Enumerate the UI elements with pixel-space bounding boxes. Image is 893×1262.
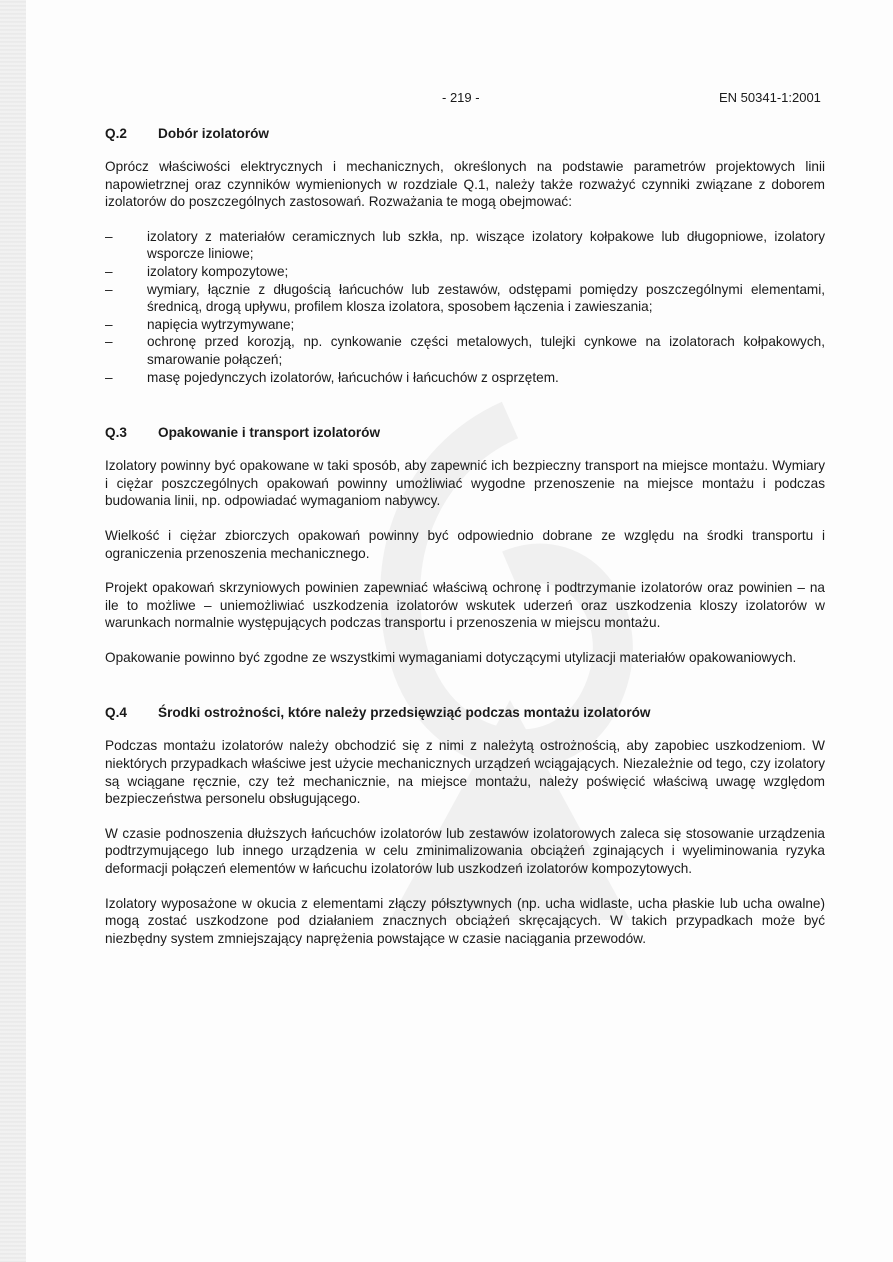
section-number: Q.2 (105, 126, 127, 141)
section-number: Q.4 (105, 705, 127, 721)
paragraph: Oprócz właściwości elektrycznych i mechanicznych, określonych na podstawie parametrów projektowych linii napowietrznej oraz czynników wymienionych w rozdziale Q.1, należy także rozważyć czynniki związane z doborem izolatorów do poszczególnych zastosowań. Rozważania te mogą obejmować: (105, 159, 825, 210)
section-title: Środki ostrożności, które należy przedsięwziąć podczas montażu izolatorów (158, 705, 651, 721)
scan-edge (0, 0, 26, 1262)
document-body (105, 124, 825, 947)
section-title: Dobór izolatorów (158, 126, 270, 141)
section-heading-q2 (105, 124, 825, 144)
document-id: EN 50341-1:2001 (719, 90, 821, 105)
page-number: - 219 - (442, 90, 480, 105)
bullet-list (105, 228, 825, 386)
paragraph: Izolatory wyposażone w okucia z elementami złączy półsztywnych (np. ucha widlaste, ucha płaskie lub ucha owalne) mogą zostać uszkodzone pod działaniem znacznych obciążeń skręcających. W takich przypadkach może być niezbędny system zmniejszający naprężenia powstające w czasie naciągania przewodów. (105, 895, 825, 946)
paragraph: Podczas montażu izolatorów należy obchodzić się z nimi z należytą ostrożnością, aby zapobiec uszkodzeniom. W niektórych przypadkach właściwe jest użycie mechanicznych urządzeń wciągających. Niezależnie od tego, czy izolatory są wciągane ręcznie, czy też mechanicznie, na miejsce montażu, należy poświęcić właściwą uwagę względom bezpieczeństwa personelu obsługującego. (105, 738, 825, 807)
paragraph: Wielkość i ciężar zbiorczych opakowań powinny być odpowiednio dobrane ze względu na środki transportu i ograniczenia przenoszenia mechanicznego. (105, 527, 825, 561)
list-item: – izolatory kompozytowe; (105, 263, 289, 279)
list-item: – masę pojedynczych izolatorów, łańcuchów i łańcuchów z osprzętem. (105, 369, 559, 385)
list-item: – izolatory z materiałów ceramicznych lub szkła, np. wiszące izolatory kołpakowe lub długopniowe, izolatory wsporcze liniowe; (105, 228, 825, 262)
page-header (0, 90, 893, 108)
paragraph: Opakowanie powinno być zgodne ze wszystkimi wymaganiami dotyczącymi utylizacji materiałów opakowaniowych. (105, 649, 797, 665)
list-item: – wymiary, łącznie z długością łańcuchów lub zestawów, odstępami pomiędzy poszczególnymi elementami, średnicą, drogą upływu, profilem klosza izolatora, sposobem łączenia i zawieszania; (105, 281, 825, 315)
section-title: Opakowanie i transport izolatorów (158, 425, 381, 441)
section-heading-q4 (105, 703, 825, 723)
section-heading-q3 (105, 423, 825, 443)
paragraph: Projekt opakowań skrzyniowych powinien zapewniać właściwą ochronę i podtrzymanie izolatorów oraz powinien – na ile to możliwe – uniemożliwiać uszkodzenia izolatorów wskutek uderzeń oraz uszkodzenia kloszy izolatorów w warunkach normalnie występujących podczas transportu i przenoszenia w miejscu montażu. (105, 580, 825, 631)
list-item: – ochronę przed korozją, np. cynkowanie części metalowych, tulejki cynkowe na izolatorach kołpakowych, smarowanie połączeń; (105, 334, 825, 367)
section-number: Q.3 (105, 425, 127, 441)
paragraph: W czasie podnoszenia dłuższych łańcuchów izolatorów lub zestawów izolatorowych zaleca się stosowanie urządzenia podtrzymującego lub innego urządzenia w celu zminimalizowania obciążeń zginających i wyeliminowania ryzyka deformacji połączeń elementów w łańcuchu izolatorów lub uszkodzeń izolatorów kompozytowych. (105, 825, 825, 877)
list-item: – napięcia wytrzymywane; (105, 316, 295, 332)
paragraph: Izolatory powinny być opakowane w taki sposób, aby zapewnić ich bezpieczny transport na miejsce montażu. Wymiary i ciężar poszczególnych opakowań powinny umożliwiać wygodne przenoszenie na miejsce montażu i podczas budowania linii, np. odpowiadać wymaganiom nabywcy. (105, 458, 825, 509)
